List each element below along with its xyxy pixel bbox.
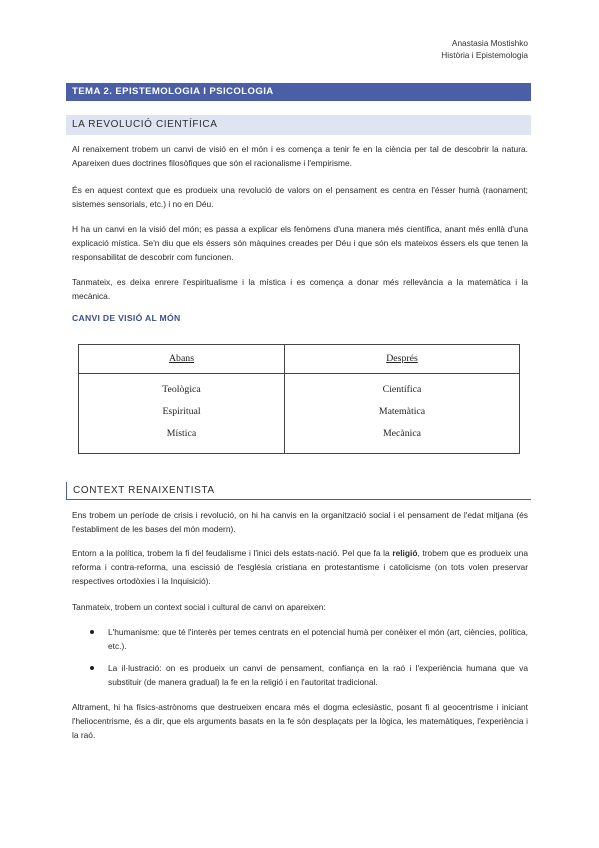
- section-title-revolucio: LA REVOLUCIÓ CIENTÍFICA: [66, 115, 531, 135]
- bullet-icon: [90, 630, 94, 634]
- paragraph: Ens trobem un període de crisis i revolució, on hi ha canvis en la organització social i el pensament de l'edat mitjana (és l'establiment de les bases del món modern).: [72, 510, 528, 534]
- list-item: La il·lustració: on es produeix un canvi de pensament, confiança en la raó i l'experiència humana que va substituir (de manera gradual) la fe en la religió i en l'autoritat tradicional.: [90, 661, 528, 689]
- bullet-icon: [90, 666, 94, 670]
- table-header-despres: Després: [386, 353, 418, 364]
- table-cell: Espiritual: [162, 406, 201, 417]
- paragraph: Tanmateix, es deixa enrere l'espiritualisme i la mística i es comença a donar més rellevància a la matemàtica i la mecànica.: [72, 277, 528, 301]
- comparison-table: [78, 344, 520, 454]
- page-header: [441, 37, 528, 61]
- paragraph: Entorn a la política, trobem la fi del feudalisme i l'inici dels estats-nació. Pel que fa la religió, trobem que es produeix una reforma i contra-reforma, una escissió de l'església cristiana en protestantisme i catolicisme (on tots volen preservar respectives ortodòxies i la Inquisició).: [72, 548, 528, 586]
- table-cell: Teològica: [162, 384, 201, 395]
- table-cell: Matemàtica: [378, 406, 426, 417]
- table-cell: Mística: [166, 428, 197, 439]
- subheading-canvi-visio: CANVI DE VISIÓ AL MÓN: [72, 313, 181, 323]
- table-column-despres: [285, 345, 519, 453]
- tema-title-bar: TEMA 2. EPISTEMOLOGIA I PSICOLOGIA: [66, 83, 531, 101]
- paragraph: Altrament, hi ha físics-astrònoms que destrueixen encara més el dogma eclesiàstic, posant fi al geocentrisme i iniciant l'heliocentrisme, és a dir, que els arguments basats en la fe són desplaçats per la lògica, les matemàtiques, l'experiència i la raó.: [72, 702, 528, 740]
- table-column-abans: [79, 345, 284, 453]
- table-header-abans: Abans: [168, 353, 195, 364]
- paragraph: H ha un canvi en la visió del món; es passa a explicar els fenòmens d'una manera més científica, anant més enllà d'una explicació mística. Se'n diu que els éssers són màquines creades per Déu i que són els mateixos éssers els que tenen la responsabilitat de descobrir com funcionen.: [72, 224, 528, 262]
- paragraph: Tanmateix, trobem un context social i cultural de canvi on apareixen:: [72, 602, 326, 612]
- bullet-list: [90, 625, 528, 697]
- paragraph: Al renaixement trobem un canvi de visió en el món i es comença a tenir fe en la ciència per tal de descobrir la natura. Apareixen dues doctrines filosòfiques que són el racionalisme i l'empirisme.: [72, 144, 528, 168]
- list-item: L'humanisme: que té l'interès per temes centrats en el potencial humà per conèixer el món (art, ciències, política, etc.).: [90, 625, 528, 653]
- course-name: Història i Epistemologia: [441, 50, 528, 60]
- keyword-religio: religió: [392, 548, 418, 558]
- author-name: Anastasia Mostishko: [451, 38, 528, 48]
- table-cell: Mecànica: [382, 428, 422, 439]
- section-title-context: CONTEXT RENAIXENTISTA: [66, 482, 531, 500]
- table-cell: Científica: [382, 384, 422, 395]
- paragraph: És en aquest context que es produeix una revolució de valors on el pensament es centra en l'ésser humà (raonament; sistemes sensorials, etc.) i no en Déu.: [72, 185, 528, 209]
